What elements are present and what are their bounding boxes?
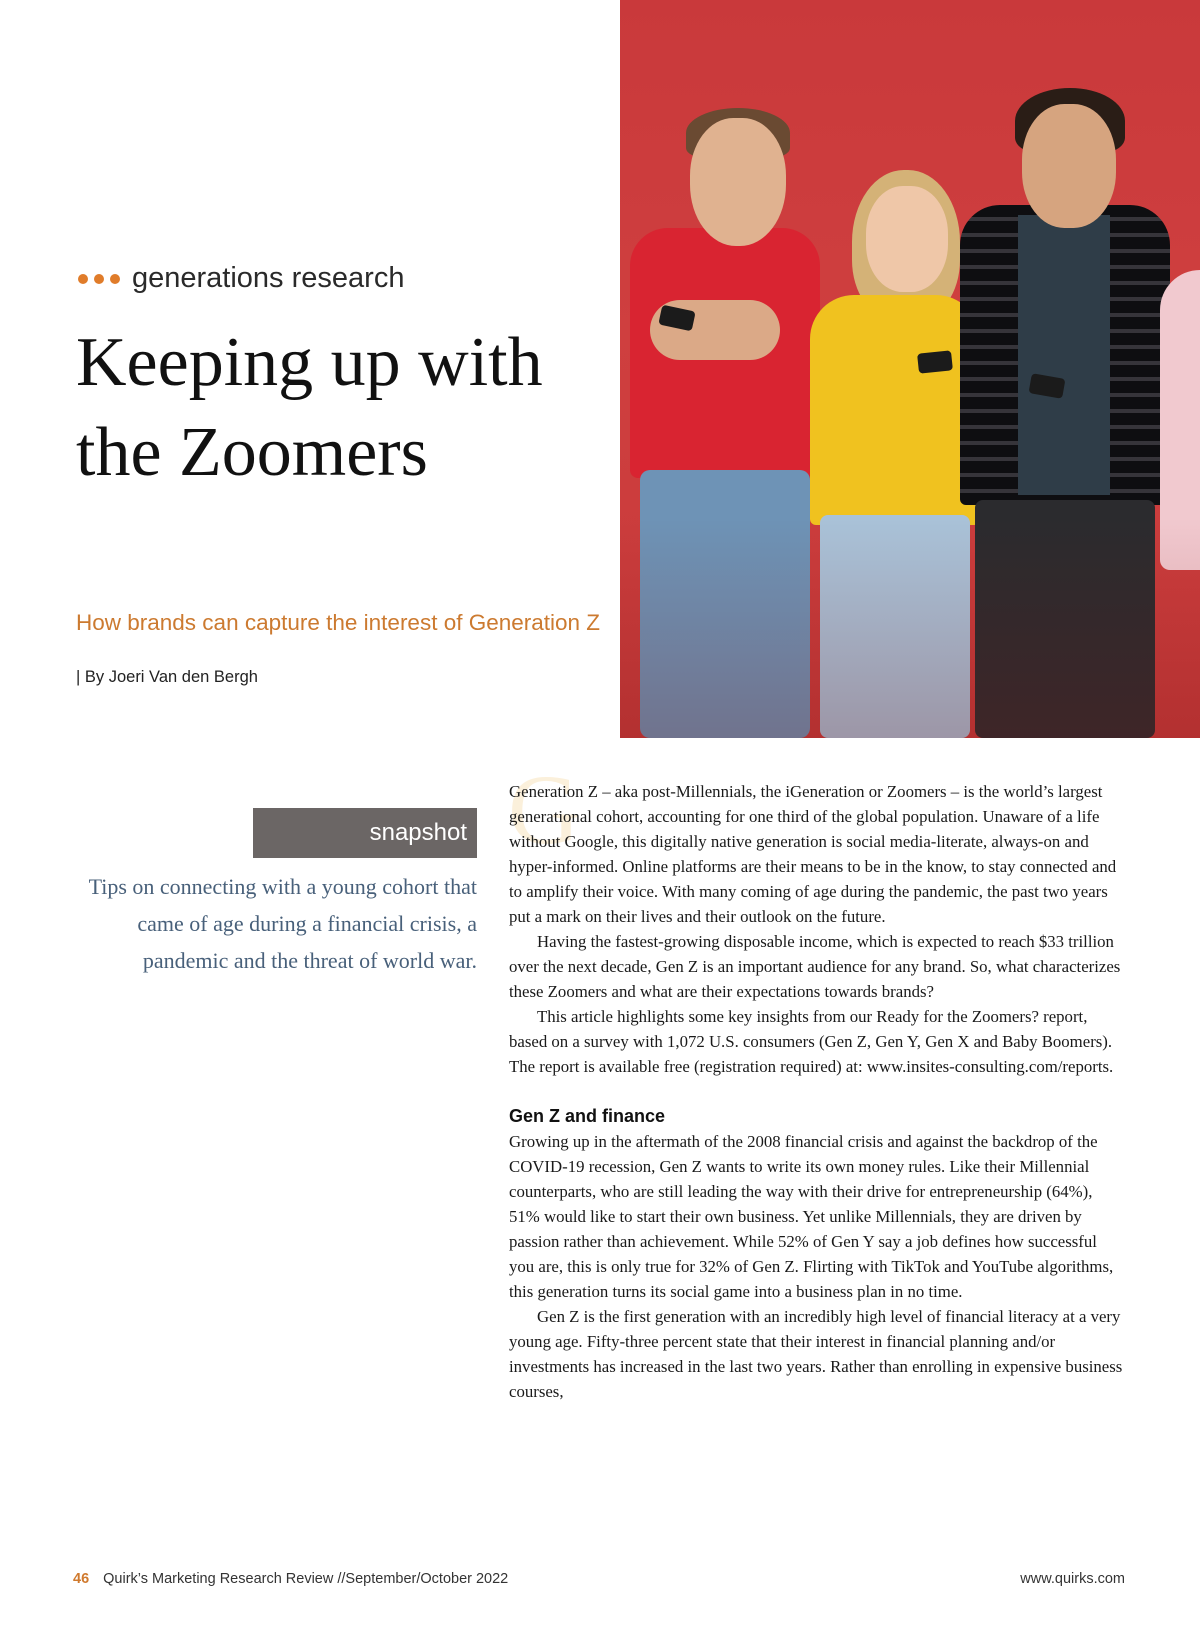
dots-icon <box>78 274 120 284</box>
footer-left <box>73 1571 508 1587</box>
person-plaid-tee <box>1018 215 1110 495</box>
phone-icon <box>917 350 953 373</box>
article-title: Keeping up with the Zoomers <box>76 324 543 491</box>
section-kicker <box>78 262 404 295</box>
body-paragraph: This article highlights some key insights from our Ready for the Zoomers? report, based on a survey with 1,072 U.S. consumers (Gen Z, Gen Y, Gen X and Baby Boomers). The report is available free (registration required) at: www.insites-consulting.com/reports. <box>509 1007 1114 1076</box>
body-paragraph: Generation Z – aka post-Millennials, the iGeneration or Zoomers – is the world’s largest generational cohort, accounting for one third of the global population. Unaware of a life without Google, this digitally native generation is social media-literate, always-on and hyper-informed. Online platforms are their means to be in the know, to stay connected and to amplify their voice. With many coming of age during the pandemic, the past two years put a mark on their lives and their outlook on the future. <box>509 782 1117 926</box>
page-number: 46 <box>73 1571 90 1587</box>
article-body <box>509 779 1125 1404</box>
snapshot-text: Tips on connecting with a young cohort that came of age during a financial crisis, a pandemic and the threat of world war. <box>88 874 477 973</box>
article-subtitle: How brands can capture the interest of Generation Z <box>76 610 601 635</box>
body-paragraph: Having the fastest-growing disposable income, which is expected to reach $33 trillion over the next decade, Gen Z is an important audience for any brand. So, what characterizes these Zoomers and what are their expectations towards brands? <box>509 932 1121 1001</box>
kicker-label: generations research <box>132 262 405 294</box>
section-heading: Gen Z and finance <box>509 1106 666 1126</box>
footer-website: www.quirks.com <box>1020 1571 1125 1587</box>
photo-shade <box>620 518 1200 738</box>
body-paragraph: Gen Z is the first generation with an incredibly high level of financial literacy at a very young age. Fifty-three percent state that their interest in financial planning and/or investments has increased in the last two years. Rather than enrolling in expensive business courses, <box>509 1307 1123 1401</box>
snapshot-label: snapshot <box>253 808 477 858</box>
person-plaid-face <box>1022 104 1116 228</box>
hero-photo <box>620 0 1200 738</box>
person-yellow-shirt <box>810 295 980 525</box>
body-paragraph: Growing up in the aftermath of the 2008 financial crisis and against the backdrop of the COVID-19 recession, Gen Z wants to write its own money rules. Like their Millennial counterparts, who are still leading the way with their drive for entrepreneurship (64%), 51% would like to start their own business. Yet unlike Millennials, they are driven by passion rather than achievement. While 52% of Gen Y say a job defines how successful you are, this is only true for 32% of Gen Z. Flirting with TikTok and YouTube algorithms, this generation turns its social game into a business plan in no time. <box>509 1132 1114 1301</box>
article-byline: | By Joeri Van den Bergh <box>76 668 258 686</box>
dropcap-letter: G <box>508 754 581 865</box>
publication-name: Quirk’s Marketing Research Review //September/October 2022 <box>103 1571 509 1587</box>
person-yellow-face <box>866 186 948 292</box>
person-red-face <box>690 118 786 246</box>
